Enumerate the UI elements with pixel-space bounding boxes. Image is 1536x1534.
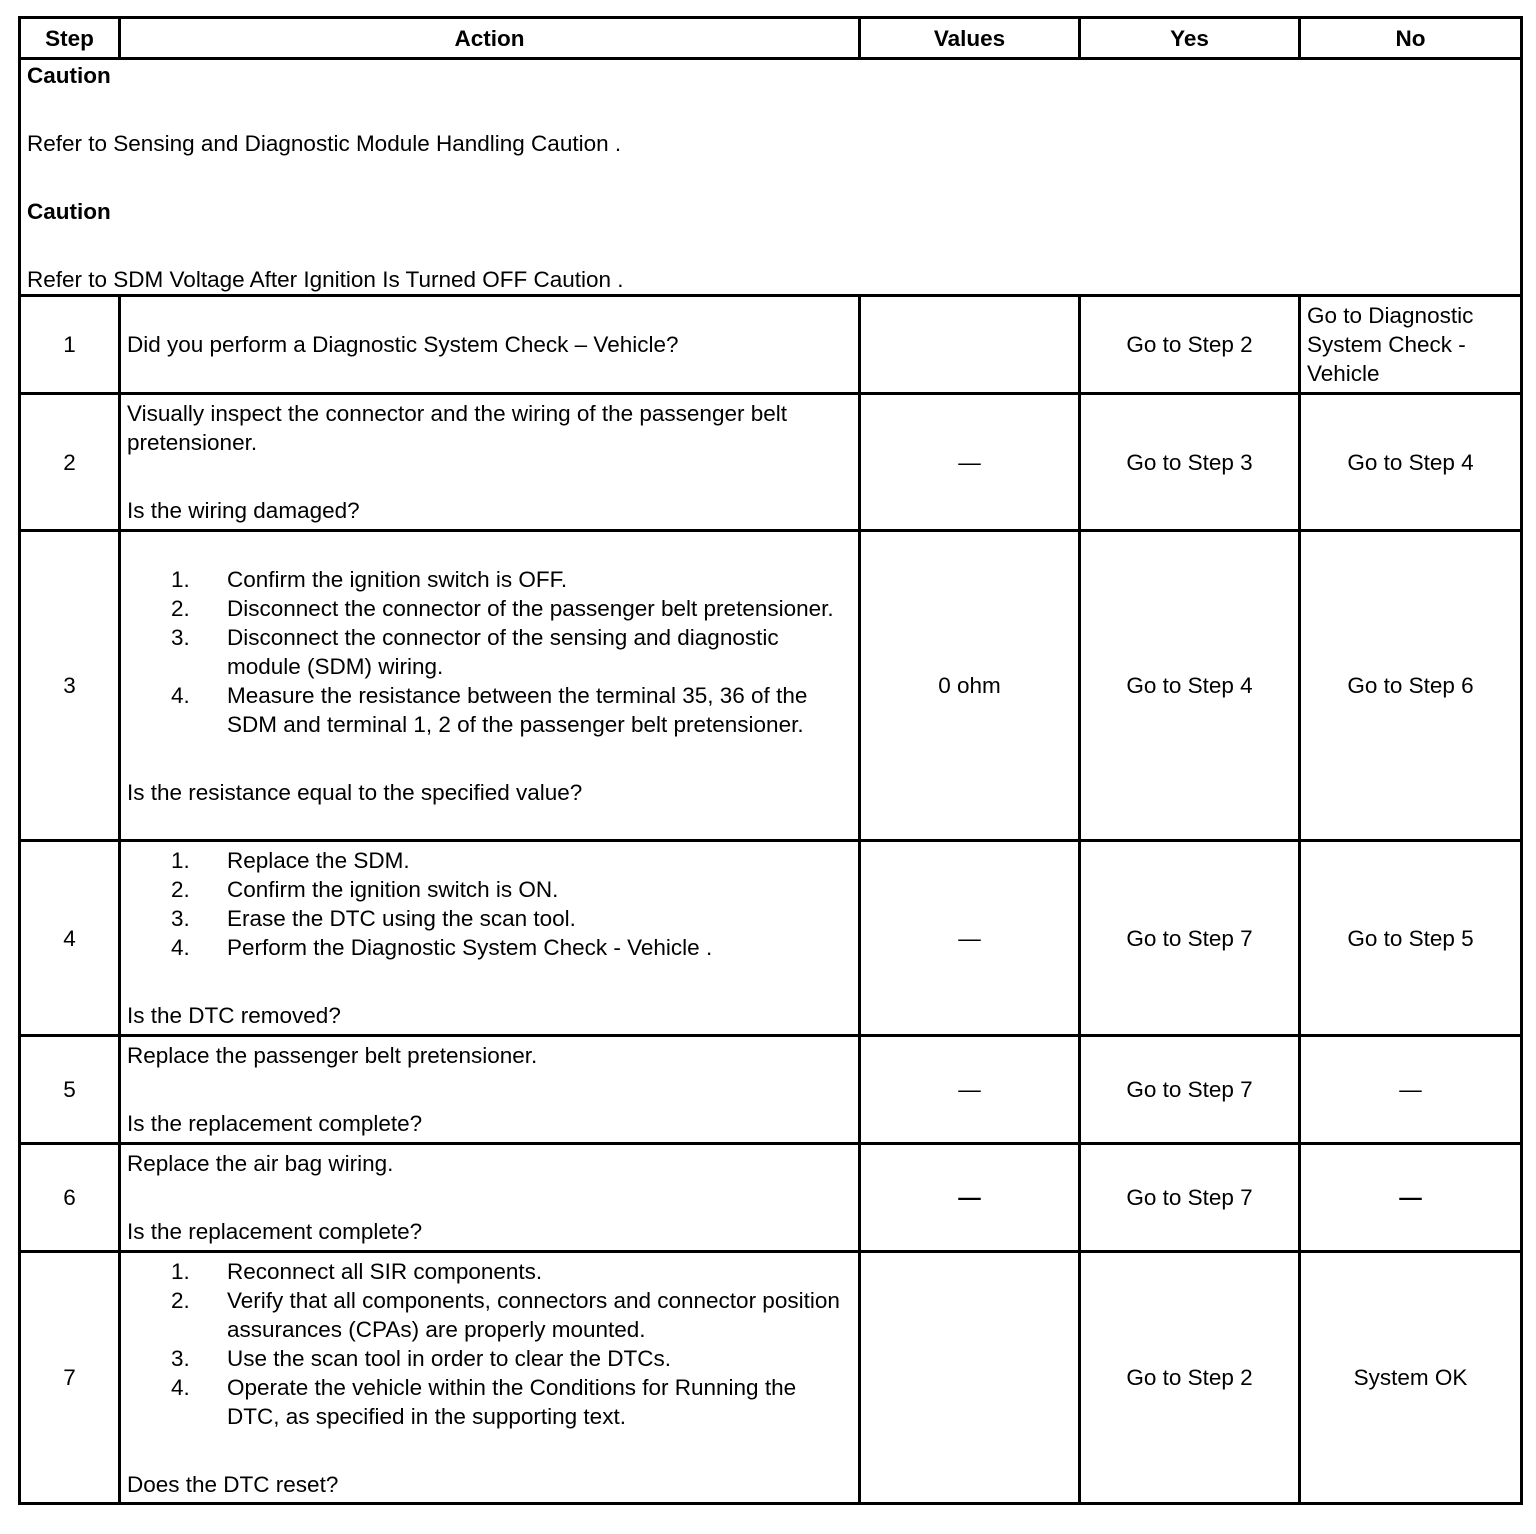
list-item <box>171 565 852 594</box>
header-values: Values <box>860 18 1080 59</box>
list-number: 3. <box>171 1345 190 1371</box>
list-number: 1. <box>171 848 190 873</box>
no-cell: — <box>1300 1036 1522 1144</box>
action-list <box>127 565 852 739</box>
action-cell <box>120 1144 860 1252</box>
action-cell <box>120 841 860 1036</box>
list-number: 1. <box>171 566 190 592</box>
step-number: 5 <box>20 1036 120 1144</box>
value-cell <box>860 1252 1080 1504</box>
list-text: Reconnect all SIR components. <box>227 1258 543 1284</box>
action-text: Replace the passenger belt pretensioner. <box>127 1043 538 1068</box>
action-question: Is the wiring damaged? <box>127 498 360 523</box>
list-number: 4. <box>171 682 190 708</box>
list-text: Disconnect the connector of the passenger belt pretensioner. <box>227 595 834 621</box>
list-item <box>171 933 852 962</box>
action-question: Is the resistance equal to the specified value? <box>127 779 583 805</box>
list-number: 2. <box>171 1287 190 1313</box>
yes-cell: Go to Step 2 <box>1080 296 1300 394</box>
yes-cell: Go to Step 7 <box>1080 1036 1300 1144</box>
value-cell: — <box>860 1036 1080 1144</box>
table-row <box>20 841 1522 1036</box>
action-question: Is the DTC removed? <box>127 1003 341 1028</box>
header-step: Step <box>20 18 120 59</box>
list-text: Verify that all components, connectors and connector position assurances (CPAs) are properly mounted. <box>227 1287 840 1342</box>
list-number: 3. <box>171 906 190 931</box>
caution-text: Refer to SDM Voltage After Ignition Is Turned OFF Caution . <box>27 266 624 292</box>
value-cell: — <box>860 1144 1080 1252</box>
action-text: Replace the air bag wiring. <box>127 1151 394 1176</box>
list-item <box>171 1344 852 1373</box>
header-row <box>20 18 1522 59</box>
diagnostic-table <box>18 16 1523 1505</box>
step-number: 3 <box>20 531 120 841</box>
list-item <box>171 1257 852 1286</box>
list-number: 3. <box>171 624 190 650</box>
no-cell: Go to Step 5 <box>1300 841 1522 1036</box>
list-text: Confirm the ignition switch is OFF. <box>227 566 568 592</box>
list-text: Confirm the ignition switch is ON. <box>227 877 559 902</box>
list-text: Erase the DTC using the scan tool. <box>227 906 576 931</box>
step-number: 7 <box>20 1252 120 1504</box>
list-item <box>171 594 852 623</box>
action-cell <box>120 1252 860 1504</box>
table-row <box>20 1252 1522 1504</box>
value-cell: — <box>860 394 1080 531</box>
no-cell: Go to Step 6 <box>1300 531 1522 841</box>
caution-title: Caution <box>27 198 111 224</box>
list-item <box>171 904 852 933</box>
list-number: 4. <box>171 935 190 960</box>
table-row <box>20 1144 1522 1252</box>
list-number: 2. <box>171 877 190 902</box>
action-cell <box>120 296 860 394</box>
list-item <box>171 875 852 904</box>
step-number: 1 <box>20 296 120 394</box>
header-action: Action <box>120 18 860 59</box>
list-item <box>171 846 852 875</box>
action-cell <box>120 531 860 841</box>
list-text: Replace the SDM. <box>227 848 410 873</box>
header-no: No <box>1300 18 1522 59</box>
yes-cell: Go to Step 3 <box>1080 394 1300 531</box>
list-number: 2. <box>171 595 190 621</box>
yes-cell: Go to Step 7 <box>1080 841 1300 1036</box>
step-number: 4 <box>20 841 120 1036</box>
yes-cell: Go to Step 7 <box>1080 1144 1300 1252</box>
list-text: Operate the vehicle within the Conditions for Running the DTC, as specified in the supporting text. <box>227 1374 797 1429</box>
header-yes: Yes <box>1080 18 1300 59</box>
list-number: 1. <box>171 1258 190 1284</box>
table-row <box>20 394 1522 531</box>
list-text: Disconnect the connector of the sensing and diagnostic module (SDM) wiring. <box>227 624 779 679</box>
action-text: Visually inspect the connector and the wiring of the passenger belt pretensioner. <box>127 401 787 455</box>
action-question: Does the DTC reset? <box>127 1471 339 1497</box>
value-cell: 0 ohm <box>860 531 1080 841</box>
list-item <box>171 1373 852 1431</box>
list-item <box>171 623 852 681</box>
table-row <box>20 1036 1522 1144</box>
yes-cell: Go to Step 2 <box>1080 1252 1300 1504</box>
value-cell: — <box>860 841 1080 1036</box>
action-cell <box>120 1036 860 1144</box>
list-text: Perform the Diagnostic System Check - Vehicle . <box>227 935 713 960</box>
caution-text: Refer to Sensing and Diagnostic Module Handling Caution . <box>27 130 622 156</box>
no-cell: System OK <box>1300 1252 1522 1504</box>
action-question: Is the replacement complete? <box>127 1111 423 1136</box>
no-cell: — <box>1300 1144 1522 1252</box>
caution-block <box>20 59 1522 296</box>
action-list <box>127 846 852 962</box>
step-number: 6 <box>20 1144 120 1252</box>
list-text: Measure the resistance between the terminal 35, 36 of the SDM and terminal 1, 2 of the passenger belt pretensioner. <box>227 682 808 737</box>
action-list <box>127 1257 852 1431</box>
table-row <box>20 296 1522 394</box>
list-number: 4. <box>171 1374 190 1400</box>
no-cell: Go to Diagnostic System Check - Vehicle <box>1300 296 1522 394</box>
caution-title: Caution <box>27 62 111 88</box>
value-cell <box>860 296 1080 394</box>
table-row <box>20 531 1522 841</box>
caution-row <box>20 59 1522 296</box>
yes-cell: Go to Step 4 <box>1080 531 1300 841</box>
action-cell <box>120 394 860 531</box>
no-cell: Go to Step 4 <box>1300 394 1522 531</box>
action-text: Did you perform a Diagnostic System Check – Vehicle? <box>127 332 679 357</box>
list-item <box>171 681 852 739</box>
action-question: Is the replacement complete? <box>127 1219 423 1244</box>
step-number: 2 <box>20 394 120 531</box>
list-item <box>171 1286 852 1344</box>
list-text: Use the scan tool in order to clear the DTCs. <box>227 1345 671 1371</box>
